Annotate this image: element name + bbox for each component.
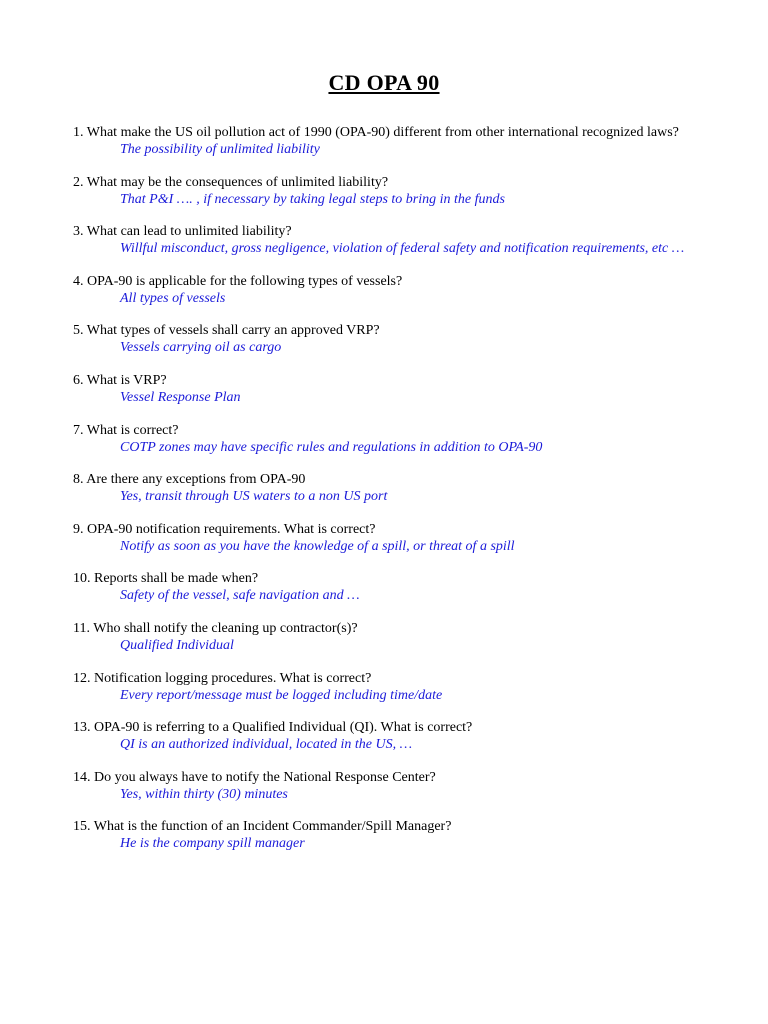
qa-item [73,174,713,208]
document-title: CD OPA 90 [328,70,440,95]
qa-item [73,670,713,704]
qa-item [73,471,713,505]
answer-text: Willful misconduct, gross negligence, violation of federal safety and notification requirements, etc … [120,241,685,257]
qa-item [73,769,713,803]
question-text: 2. What may be the consequences of unlimited liability? [73,174,389,190]
qa-list [73,124,713,868]
question-text: 5. What types of vessels shall carry an approved VRP? [73,323,380,339]
qa-item [73,322,713,356]
answer-text: Notify as soon as you have the knowledge of a spill, or threat of a spill [120,538,515,554]
question-text: 6. What is VRP? [73,372,167,388]
qa-item [73,719,713,753]
question-text: 9. OPA-90 notification requirements. What is correct? [73,521,376,537]
question-text: 3. What can lead to unlimited liability? [73,224,292,240]
answer-text: QI is an authorized individual, located in the US, … [120,737,413,753]
answer-text: COTP zones may have specific rules and regulations in addition to OPA-90 [120,439,543,455]
question-text: 7. What is correct? [73,422,179,438]
answer-text: Yes, transit through US waters to a non US port [120,489,388,505]
question-text: 11. Who shall notify the cleaning up contractor(s)? [73,620,358,636]
answer-text: He is the company spill manager [120,836,305,852]
question-text: 10. Reports shall be made when? [73,571,259,587]
qa-item [73,422,713,456]
answer-text: Yes, within thirty (30) minutes [120,786,288,802]
question-text: 15. What is the function of an Incident Commander/Spill Manager? [73,819,452,835]
answer-text: Vessel Response Plan [120,389,241,405]
question-text: 1. What make the US oil pollution act of 1990 (OPA-90) different from other international recognized laws? [73,125,679,140]
qa-item [73,124,713,158]
question-text: 4. OPA-90 is applicable for the following types of vessels? [73,273,403,289]
question-text: 12. Notification logging procedures. What is correct? [73,670,372,686]
answer-text: Vessels carrying oil as cargo [120,340,282,356]
qa-item [73,223,713,257]
answer-text: The possibility of unlimited liability [120,142,320,157]
qa-item [73,273,713,307]
answer-text: Qualified Individual [120,637,234,653]
qa-item [73,620,713,654]
answer-text: That P&I …. , if necessary by taking legal steps to bring in the funds [120,191,505,207]
question-text: 8. Are there any exceptions from OPA-90 [73,472,306,488]
qa-item [73,372,713,406]
answer-text: Every report/message must be logged including time/date [120,687,443,703]
question-text: 13. OPA-90 is referring to a Qualified Individual (QI). What is correct? [73,720,473,736]
qa-item [73,521,713,555]
question-text: 14. Do you always have to notify the National Response Center? [73,769,436,785]
qa-item [73,818,713,852]
answer-text: All types of vessels [120,290,226,306]
answer-text: Safety of the vessel, safe navigation and … [120,588,360,604]
qa-item [73,570,713,604]
